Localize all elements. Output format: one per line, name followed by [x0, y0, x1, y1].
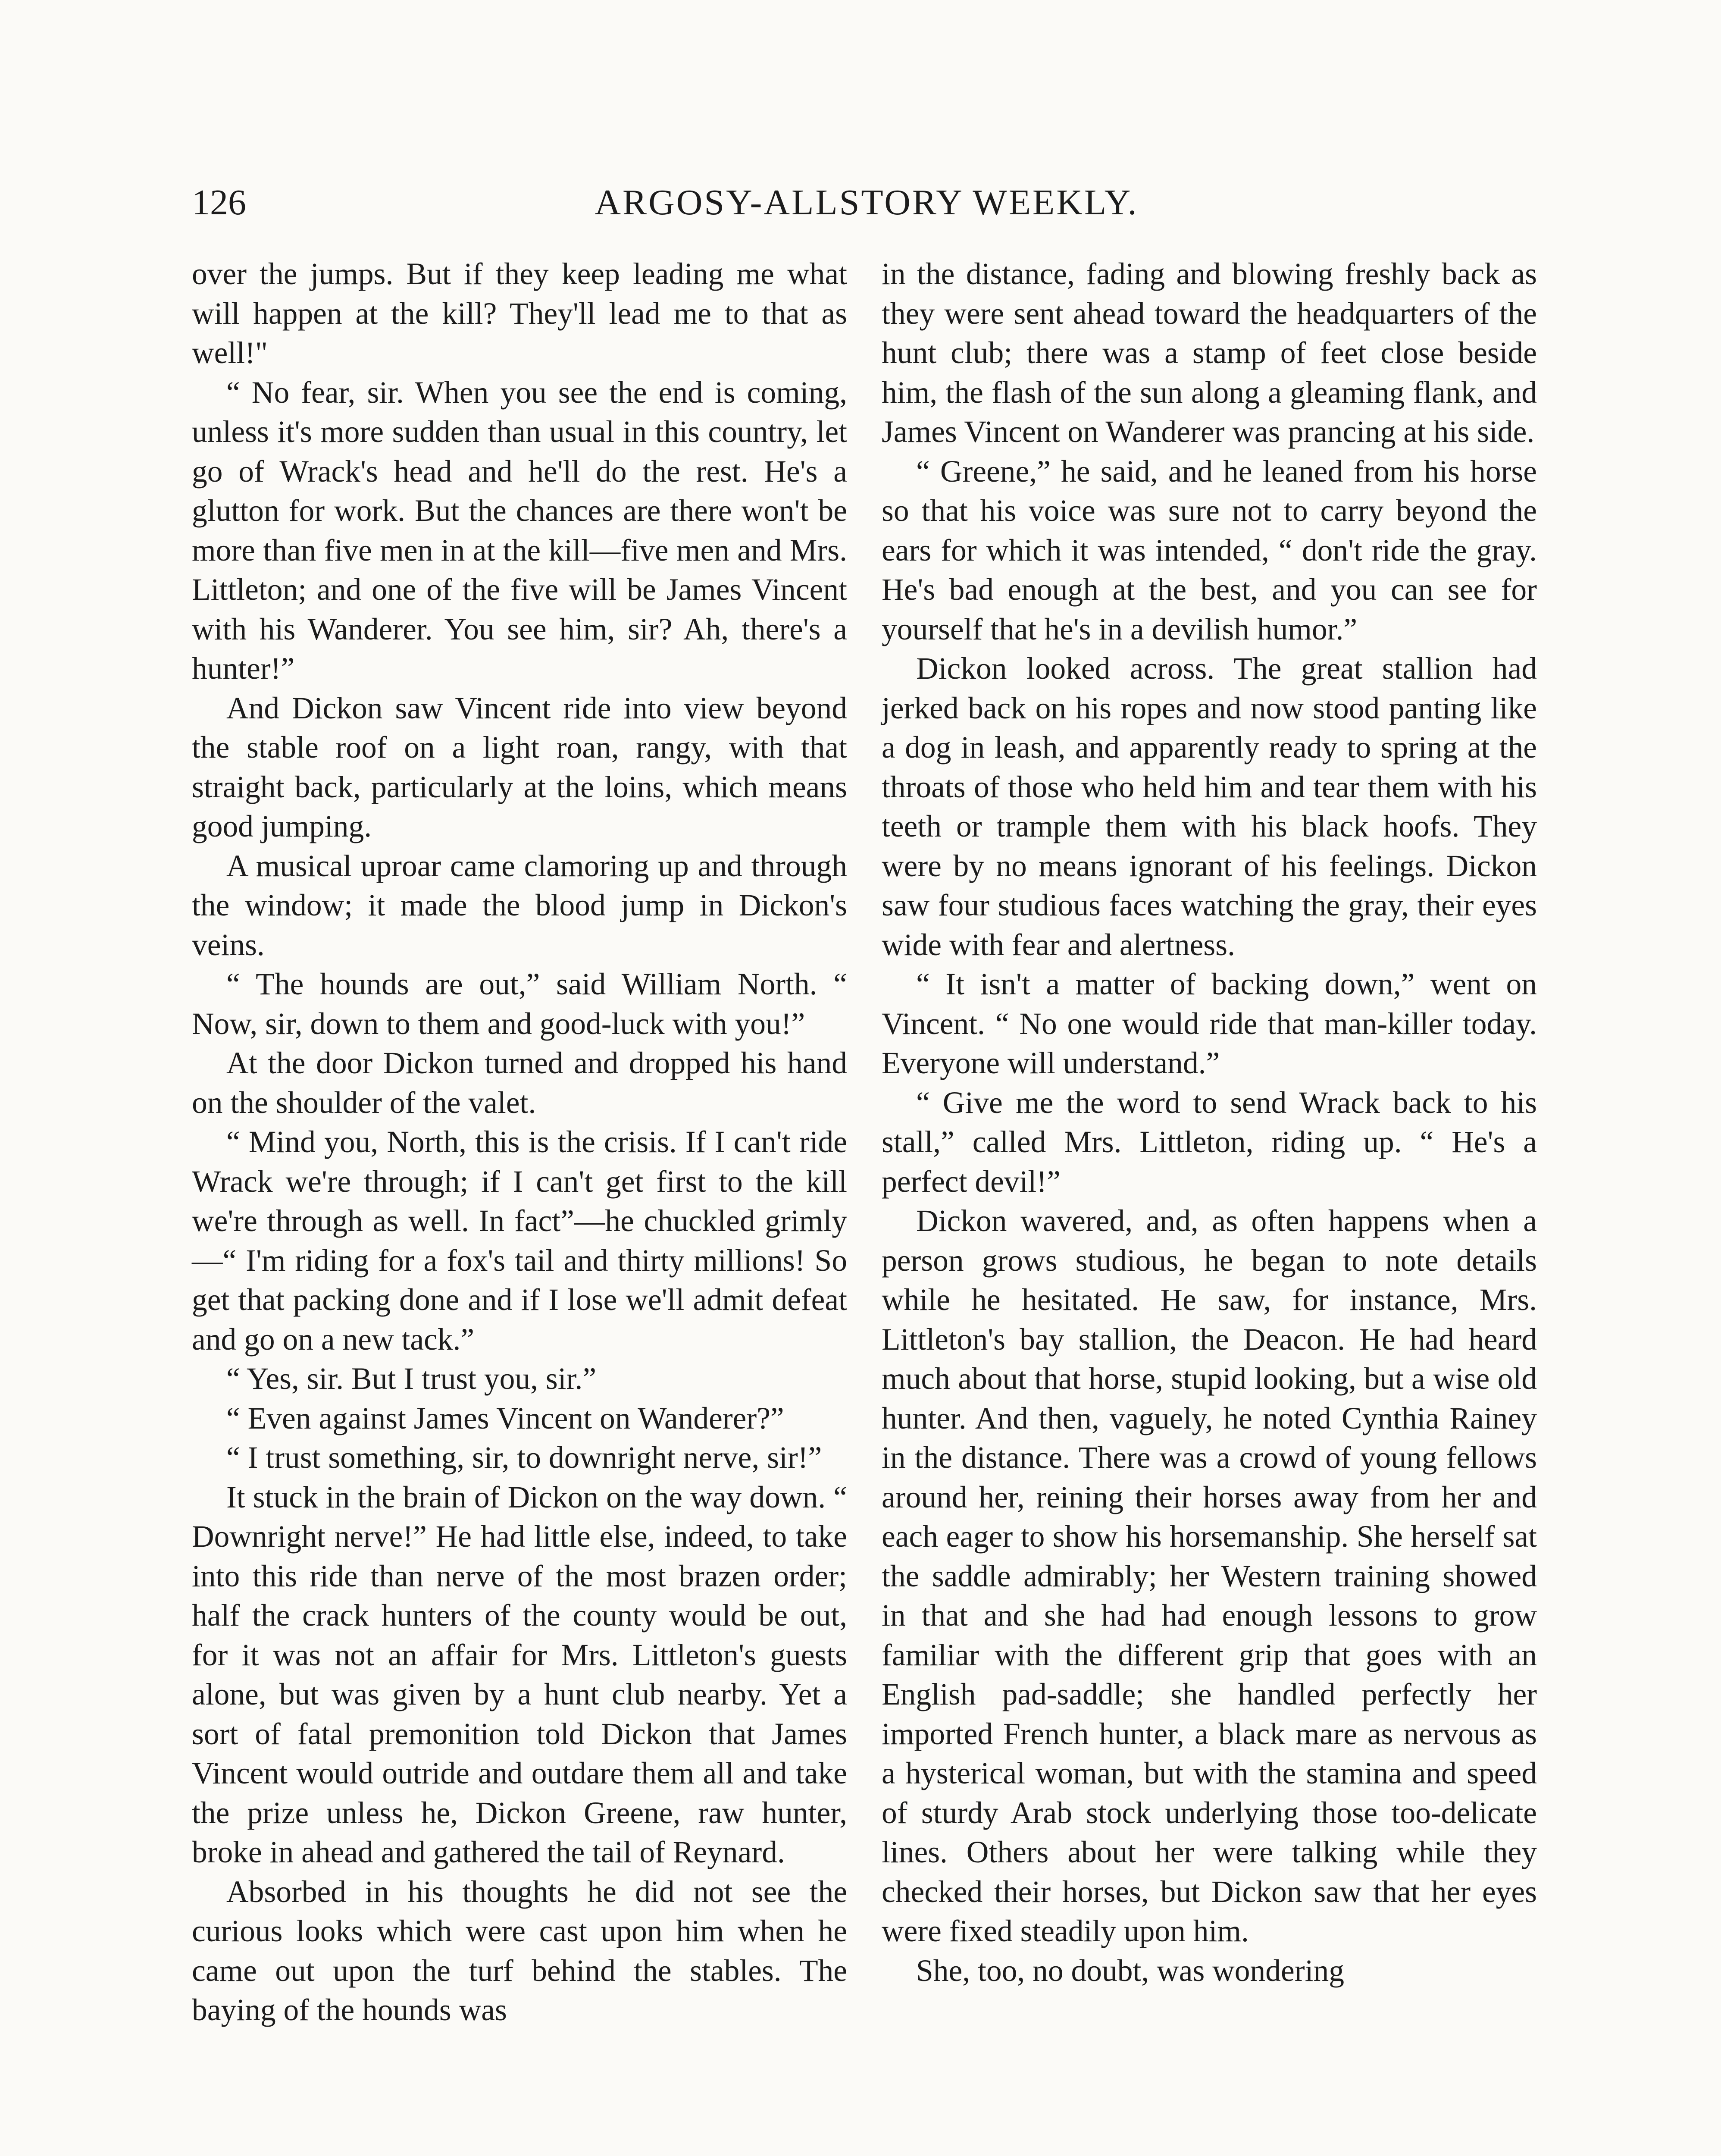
paragraph: “ No fear, sir. When you see the end is coming, unless it's more sudden than usual in this country, let go of Wrack's head and he'll do the rest. He's a glutton for work. But the chances are there won't be more than five men in at the kill—five men and Mrs. Littleton; and one of the five will be James Vincent with his Wanderer. You see him, sir? Ah, there's a hunter!” — [192, 375, 847, 686]
paragraph: “ The hounds are out,” said William North. “ Now, sir, down to them and good-luck with you!” — [192, 967, 847, 1041]
paragraph: Absorbed in his thoughts he did not see the curious looks which were cast upon him when he came out upon the turf behind the stables. The baying of the hounds was — [192, 1874, 847, 2027]
paragraph: “ Mind you, North, this is the crisis. If I can't ride Wrack we're through; if I can't get first to the kill we're through as well. In fact”—he chuckled grimly—“ I'm riding for a fox's tail and thirty millions! So get that packing done and if I lose we'll admit defeat and go on a new tack.” — [192, 1125, 847, 1357]
paragraph: “ I trust something, sir, to downright nerve, sir!” — [226, 1441, 822, 1475]
paragraph: “ Greene,” he said, and he leaned from his horse so that his voice was sure not to carry beyond the ears for which it was intended, “ don't ride the gray. He's bad enough at the best, and you can see for yourself that he's in a devilish humor.” — [882, 454, 1537, 646]
paragraph: “ Give me the word to send Wrack back to his stall,” called Mrs. Littleton, riding up. “ He's a perfect devil!” — [882, 1085, 1537, 1199]
running-title: ARGOSY-ALLSTORY WEEKLY. — [595, 182, 1139, 222]
right-column — [882, 254, 1537, 1990]
left-column — [192, 254, 847, 2030]
paragraph: “ Even against James Vincent on Wanderer?” — [226, 1401, 784, 1435]
paragraph: She, too, no doubt, was wondering — [916, 1953, 1344, 1988]
paragraph: At the door Dickon turned and dropped his hand on the shoulder of the valet. — [192, 1046, 847, 1120]
paragraph: Dickon wavered, and, as often happens when a person grows studious, he began to note details while he hesitated. He saw, for instance, Mrs. Littleton's bay stallion, the Deacon. He had heard much about that horse, stupid looking, but a wise old hunter. And then, vaguely, he noted Cynthia Rainey in the distance. There was a crowd of young fellows around her, reining their horses away from her and each eager to show his horsemanship. She herself sat the saddle admirably; her Western training showed in that and she had had enough lessons to grow familiar with the different grip that goes with an English pad-saddle; she handled perfectly her imported French hunter, a black mare as nervous as a hysterical woman, but with the stamina and speed of sturdy Arab stock underlying those too-delicate lines. Others about her were talking while they checked their horses, but Dickon saw that her eyes were fixed steadily upon him. — [882, 1204, 1537, 1948]
paragraph: Dickon looked across. The great stallion had jerked back on his ropes and now stood panting like a dog in leash, and apparently ready to spring at the throats of those who held him and tear them with his teeth or trample them with his black hoofs. They were by no means ignorant of his feelings. Dickon saw four studious faces watching the gray, their eyes wide with fear and alertness. — [882, 652, 1537, 962]
paragraph: It stuck in the brain of Dickon on the way down. “ Downright nerve!” He had little else, indeed, to take into this ride than nerve of the most brazen order; half the crack hunters of the county would be out, for it was not an affair for Mrs. Littleton's guests alone, but was given by a hunt club nearby. Yet a sort of fatal premonition told Dickon that James Vincent would outride and outdare them all and take the prize unless he, Dickon Greene, raw hunter, broke in ahead and gathered the tail of Reynard. — [192, 1480, 847, 1869]
paragraph: in the distance, fading and blowing freshly back as they were sent ahead toward the headquarters of the hunt club; there was a stamp of feet close beside him, the flash of the sun along a gleaming flank, and James Vincent on Wanderer was prancing at his side. — [882, 257, 1537, 449]
paragraph: A musical uproar came clamoring up and through the window; it made the blood jump in Dickon's veins. — [192, 849, 847, 962]
paragraph: “ Yes, sir. But I trust you, sir.” — [226, 1362, 597, 1396]
paragraph: And Dickon saw Vincent ride into view beyond the stable roof on a light roan, rangy, with that straight back, particularly at the loins, which means good jumping. — [192, 691, 847, 843]
page-header — [192, 175, 1541, 231]
paragraph: over the jumps. But if they keep leading me what will happen at the kill? They'll lead me to that as well!" — [192, 257, 847, 370]
page-number: 126 — [192, 182, 246, 222]
paragraph: “ It isn't a matter of backing down,” went on Vincent. “ No one would ride that man-killer today. Everyone will understand.” — [882, 967, 1537, 1080]
